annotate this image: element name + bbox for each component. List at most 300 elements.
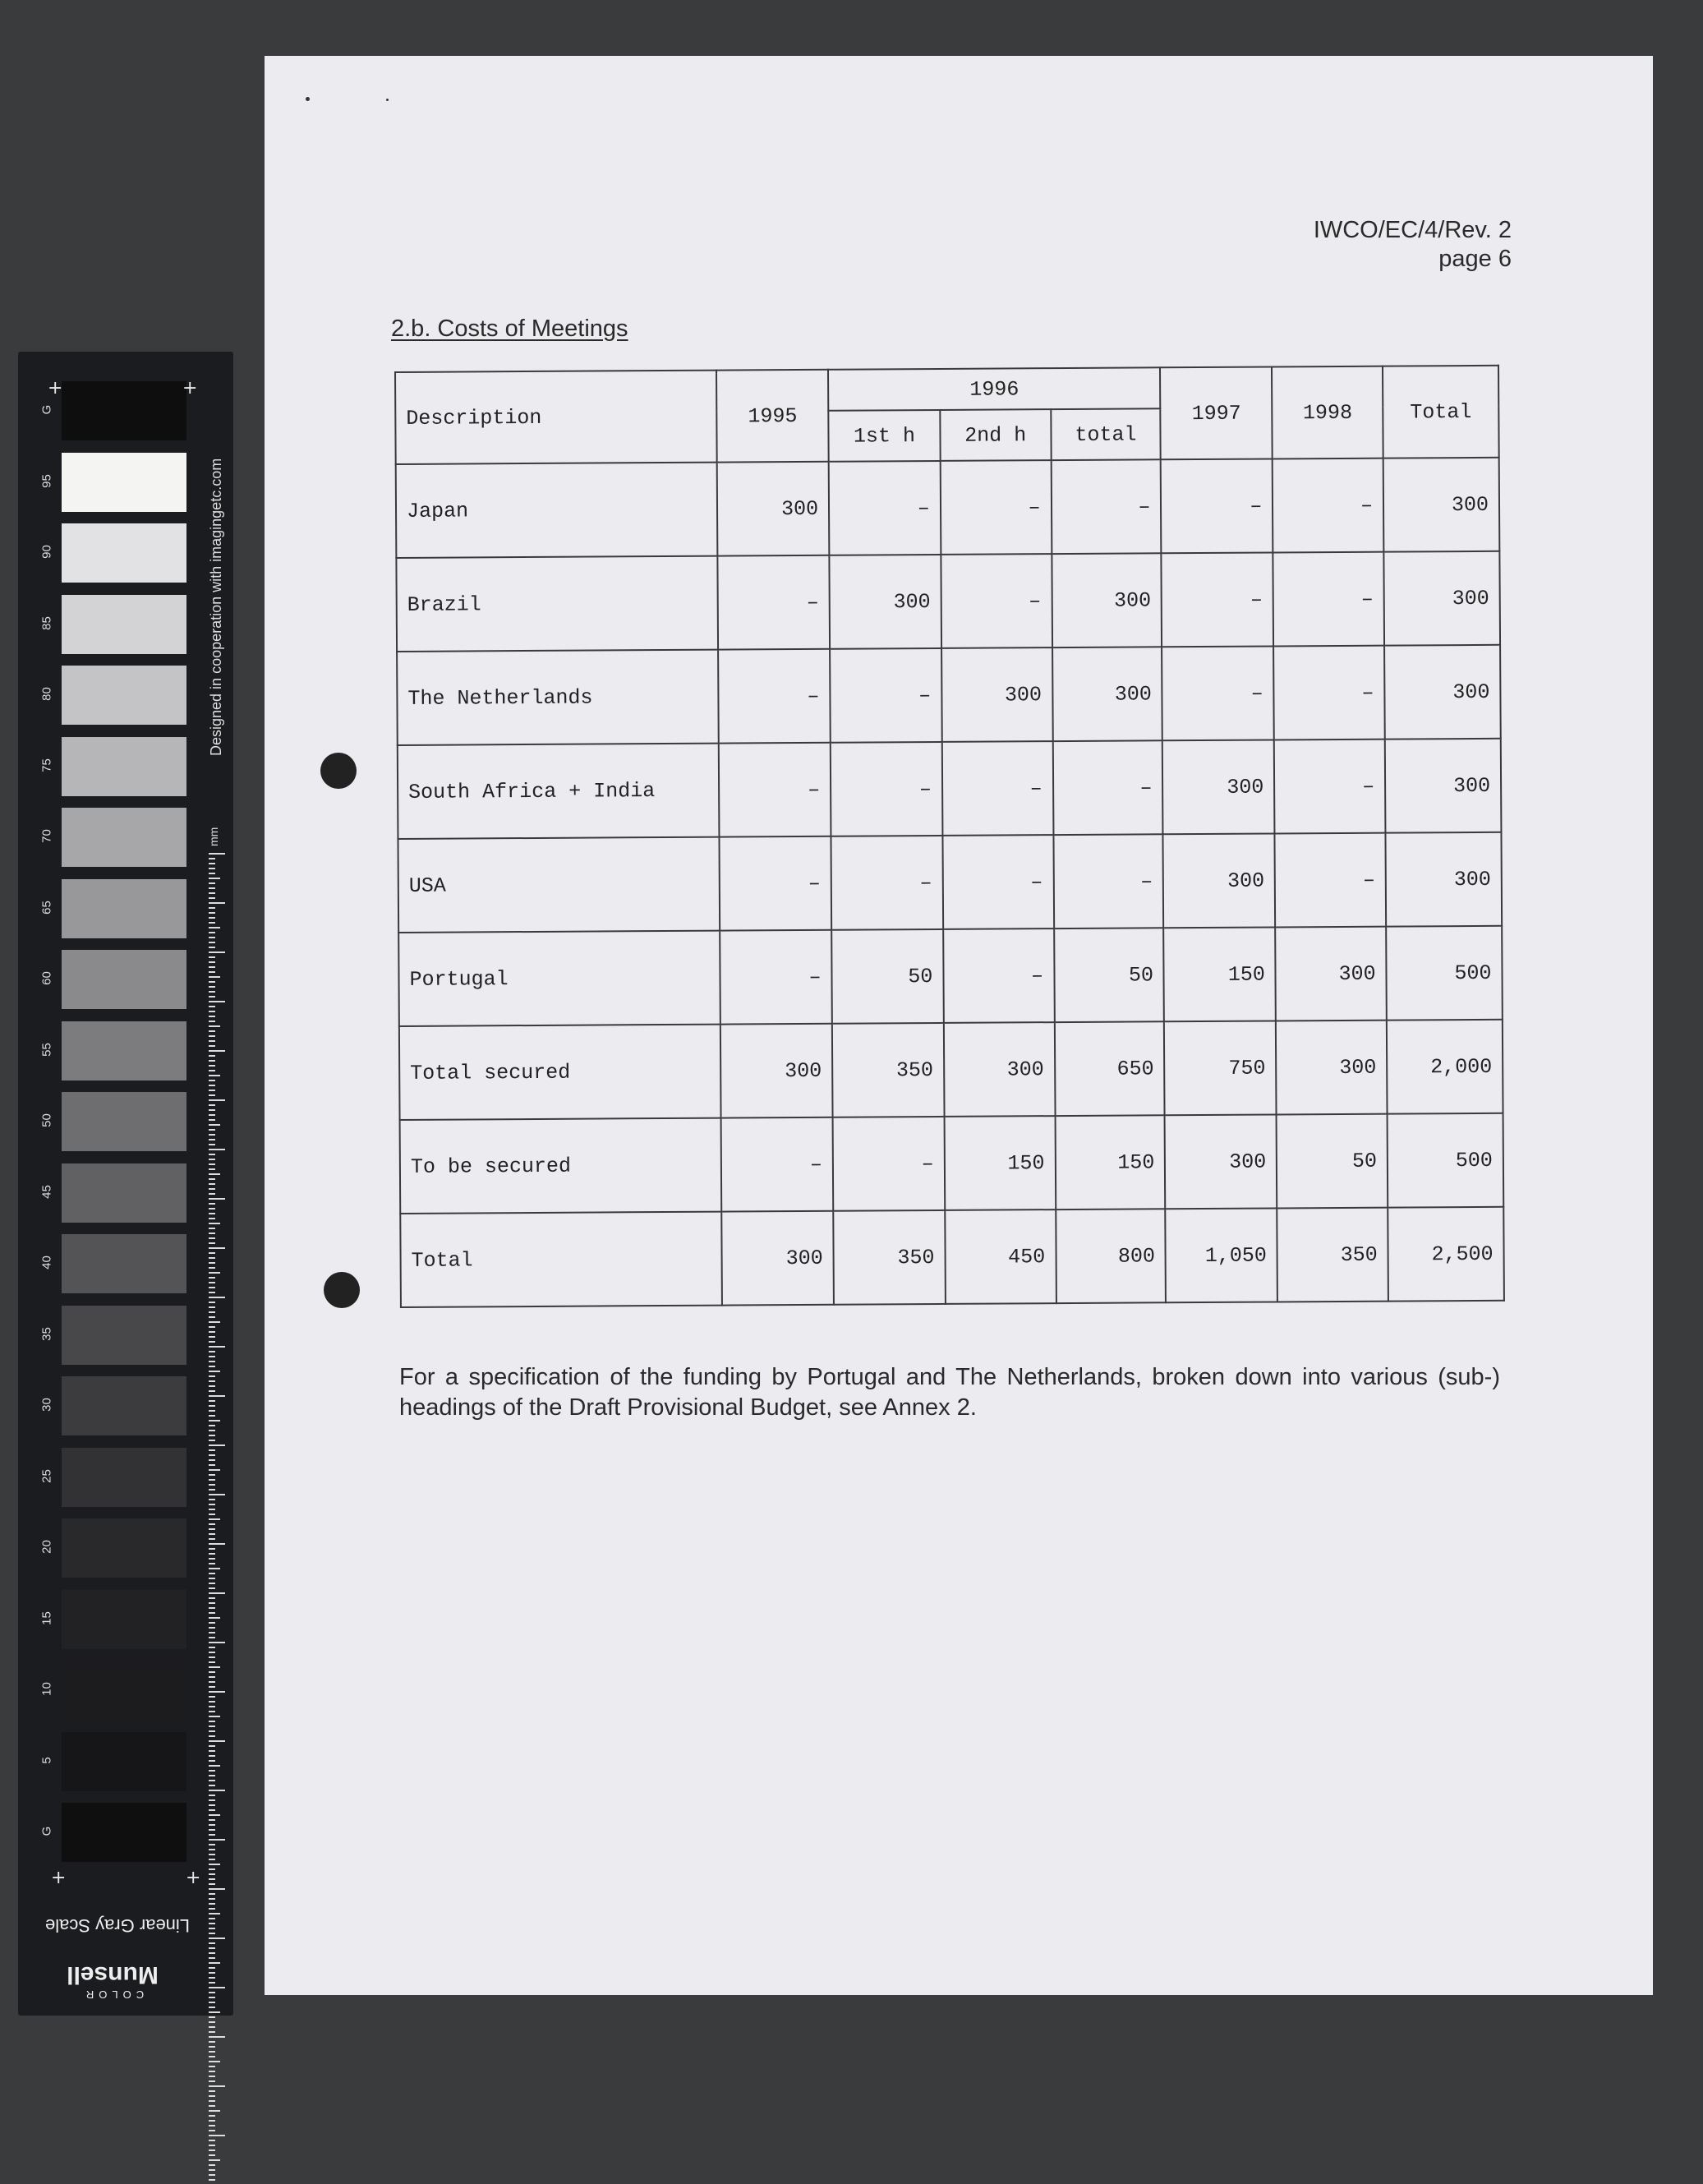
ruler-tick — [209, 863, 215, 864]
table-cell: – — [719, 743, 831, 837]
table-cell: 300 — [1162, 740, 1275, 834]
table-row — [396, 551, 1500, 652]
brand-sub: COLOR — [81, 1988, 145, 2001]
table-cell: 800 — [1056, 1209, 1167, 1303]
page-number: page 6 — [1438, 246, 1512, 272]
ruler-tick — [209, 2154, 215, 2156]
ruler-tick — [209, 2011, 220, 2013]
ruler-tick — [209, 1484, 215, 1486]
ruler-tick — [209, 1075, 220, 1076]
ruler-tick — [209, 1474, 215, 1476]
plus-mark: + — [51, 1868, 67, 1888]
ruler-tick — [209, 1030, 215, 1032]
table-cell: 150 — [944, 1116, 1055, 1210]
ruler-tick — [209, 1849, 215, 1850]
ruler-tick — [209, 887, 215, 889]
table-cell: – — [1273, 552, 1385, 647]
ruler-tick — [209, 1607, 215, 1609]
ruler-tick — [209, 1001, 225, 1002]
ruler-tick — [209, 1070, 215, 1071]
ruler-tick — [209, 1696, 215, 1698]
ruler-tick — [209, 1331, 215, 1333]
ruler-tick — [209, 1351, 215, 1352]
ruler-tick — [209, 1780, 215, 1781]
table-cell: 300 — [1052, 647, 1163, 741]
ruler-tick — [209, 1864, 220, 1865]
gray-scale-strip — [18, 352, 233, 2016]
ruler-tick — [209, 1652, 215, 1653]
ruler-tick — [209, 1937, 225, 1939]
table-cell: 650 — [1054, 1021, 1165, 1116]
ruler-tick — [209, 1099, 225, 1101]
ruler-tick — [209, 956, 215, 958]
ruler-tick — [209, 937, 215, 938]
gray-scale-label: 40 — [39, 1256, 54, 1269]
ruler-tick — [209, 1735, 215, 1737]
ruler-tick — [209, 902, 225, 904]
gray-patch — [62, 453, 186, 512]
header-1996: 1996 — [828, 367, 1161, 410]
ruler-tick — [209, 1765, 220, 1767]
table-cell: – — [718, 555, 831, 650]
ruler-tick — [209, 1785, 215, 1786]
ruler-tick — [209, 2026, 215, 2028]
ruler-tick — [209, 853, 225, 855]
ruler-tick — [209, 1025, 220, 1027]
row-label: Portugal — [398, 931, 720, 1026]
ruler-tick — [209, 2085, 225, 2087]
gray-scale-label: 60 — [39, 971, 54, 985]
ruler-tick — [209, 2179, 215, 2181]
gray-patch — [62, 1376, 186, 1435]
table-row — [400, 1113, 1504, 1214]
table-cell: – — [943, 928, 1054, 1023]
ruler-tick — [209, 2169, 215, 2171]
ruler-tick — [209, 1903, 215, 1905]
ruler-tick — [209, 1385, 215, 1387]
table-cell: 1,050 — [1166, 1208, 1278, 1302]
ruler-tick — [209, 1528, 215, 1530]
ruler-tick — [209, 1676, 215, 1678]
ruler-tick — [209, 1287, 215, 1288]
document-reference — [1314, 216, 1512, 274]
ruler-tick — [209, 1425, 215, 1426]
ruler-tick — [209, 1006, 215, 1007]
ruler-tick — [209, 1770, 215, 1772]
ruler-tick — [209, 1129, 215, 1131]
ruler-tick — [209, 927, 220, 928]
ruler-tick — [209, 1518, 220, 1520]
ruler-tick — [209, 1159, 215, 1160]
header-1998: 1998 — [1272, 366, 1383, 459]
ruler-tick — [209, 1144, 215, 1145]
ruler-tick — [209, 951, 225, 953]
gray-patch — [62, 1306, 186, 1365]
plus-mark: + — [182, 378, 198, 399]
ruler-tick — [209, 1242, 215, 1244]
table-row — [399, 1020, 1503, 1120]
table-cell: 350 — [832, 1023, 944, 1117]
ruler-tick — [209, 1967, 215, 1969]
table-cell: 50 — [831, 929, 943, 1024]
ruler-tick — [209, 2105, 215, 2107]
ruler-tick — [209, 2115, 215, 2117]
ruler-tick — [209, 1223, 220, 1224]
ruler-tick — [209, 1661, 215, 1663]
ruler-tick — [209, 1114, 215, 1116]
table-cell: 300 — [1275, 927, 1387, 1021]
ruler-tick — [209, 2031, 215, 2033]
ruler-tick — [209, 2090, 215, 2092]
gray-scale-label: 25 — [39, 1468, 54, 1483]
ruler-tick — [209, 1721, 215, 1722]
ruler-tick — [209, 1656, 215, 1658]
ruler-tick — [209, 897, 215, 899]
ruler-tick — [209, 1878, 215, 1880]
ruler-tick — [209, 1247, 225, 1249]
ruler-tick — [209, 1992, 215, 1993]
ruler-tick — [209, 1804, 215, 1806]
table-cell: 150 — [1055, 1115, 1166, 1209]
ruler-tick — [209, 1154, 215, 1155]
ruler-tick — [209, 1311, 215, 1313]
ruler-tick — [209, 1622, 215, 1624]
gray-patch — [62, 1092, 186, 1151]
ruler-tick — [209, 1085, 215, 1086]
ruler-tick — [209, 961, 215, 963]
gray-patch — [62, 666, 186, 725]
table-row — [396, 458, 1500, 558]
ruler-tick — [209, 1632, 215, 1633]
row-label: USA — [398, 837, 720, 933]
ruler-tick — [209, 1302, 215, 1303]
table-cell: 450 — [945, 1209, 1056, 1304]
ruler-tick — [209, 1341, 215, 1343]
ruler-tick — [209, 947, 215, 948]
ruler-tick — [209, 1997, 215, 1998]
gray-scale-label: 55 — [39, 1042, 54, 1057]
funding-note: For a specification of the funding by Portugal and The Netherlands, broken down into various (sub-) headings of the Draft Provisional Budget, see Annex 2. — [399, 1364, 1500, 1421]
speck — [306, 97, 310, 101]
table-cell: – — [831, 742, 942, 836]
table-cell: – — [1053, 834, 1164, 928]
ruler-tick — [209, 1065, 215, 1067]
ruler-tick — [209, 1908, 215, 1910]
ruler-tick — [209, 1420, 220, 1421]
ruler-tick — [209, 1952, 215, 1954]
scale-title: Linear Gray Scale — [44, 1915, 191, 1936]
ruler-tick — [209, 1306, 215, 1308]
ruler-tick — [209, 2007, 215, 2008]
ruler-tick — [209, 1134, 215, 1136]
ruler-tick — [209, 1933, 215, 1934]
ruler-tick — [209, 1726, 215, 1727]
ruler-tick — [209, 2051, 215, 2053]
ruler-tick — [209, 1415, 215, 1417]
ruler-tick — [209, 1454, 215, 1456]
ruler-tick — [209, 1799, 215, 1801]
ruler-tick — [209, 1558, 215, 1560]
ruler-tick — [209, 1400, 215, 1402]
ruler-tick — [209, 1745, 215, 1747]
ruler-tick — [209, 1459, 215, 1461]
table-cell: 750 — [1164, 1021, 1277, 1115]
table-cell: – — [1161, 458, 1273, 553]
ruler-tick — [209, 1834, 215, 1836]
table-cell: 300 — [1384, 645, 1501, 740]
gray-patch — [62, 523, 186, 583]
header-1st-half: 1st h — [828, 410, 940, 462]
ruler-tick — [209, 1109, 215, 1111]
gray-scale-label: 90 — [39, 545, 54, 559]
ruler-tick — [209, 1479, 215, 1481]
ruler-tick — [209, 1252, 215, 1254]
table-cell: 300 — [944, 1022, 1055, 1117]
plus-mark: + — [186, 1868, 201, 1888]
ruler-tick — [209, 1755, 215, 1757]
ruler-tick — [209, 2159, 220, 2161]
ruler-tick — [209, 1691, 225, 1693]
gray-patch — [62, 1518, 186, 1578]
munsell-logo — [51, 1943, 174, 2001]
ruler-tick — [209, 1523, 215, 1525]
ruler-tick — [209, 1982, 215, 1984]
ruler-tick — [209, 1583, 215, 1584]
ruler-tick — [209, 1504, 215, 1505]
ruler-tick — [209, 1375, 215, 1377]
ruler-tick — [209, 1444, 225, 1446]
ruler-tick — [209, 2076, 215, 2077]
ruler-tick — [209, 1923, 215, 1924]
row-label: Brazil — [396, 556, 718, 652]
gray-scale-label: 95 — [39, 473, 54, 488]
table-cell: 50 — [1277, 1114, 1388, 1209]
ruler-tick — [209, 878, 220, 879]
ruler-tick — [209, 1587, 215, 1589]
ruler-tick — [209, 1809, 215, 1811]
ruler-tick — [209, 1198, 225, 1200]
ruler-tick — [209, 1021, 215, 1022]
ruler-tick — [209, 1942, 215, 1944]
gray-scale-label: 5 — [39, 1756, 54, 1764]
ruler-tick — [209, 1514, 215, 1515]
ruler-tick — [209, 1016, 215, 1017]
section-heading: 2.b. Costs of Meetings — [391, 316, 628, 342]
ruler-tick — [209, 1814, 220, 1816]
ruler-tick — [209, 971, 215, 973]
table-cell: 300 — [1165, 1114, 1277, 1209]
ruler-tick — [209, 1972, 215, 1974]
ruler-tick — [209, 1642, 225, 1643]
table-cell: – — [718, 649, 831, 744]
ruler-tick — [209, 1366, 215, 1367]
ruler-tick — [209, 2149, 215, 2151]
ruler-tick — [209, 1430, 215, 1431]
gray-scale-label: 85 — [39, 615, 54, 630]
ruler-tick — [209, 1612, 215, 1614]
gray-scale-label: G — [39, 404, 54, 415]
ruler-tick — [209, 1543, 225, 1545]
ruler-tick — [209, 917, 215, 919]
punch-hole — [324, 1272, 360, 1308]
table-cell: 2,000 — [1387, 1020, 1503, 1114]
gray-scale-label: 65 — [39, 900, 54, 915]
ruler-tick — [209, 1819, 215, 1821]
ruler-tick — [209, 1711, 215, 1712]
ruler-tick — [209, 1297, 225, 1298]
table-cell: 500 — [1388, 1113, 1504, 1208]
ruler-tick — [209, 1824, 215, 1826]
table-row — [398, 832, 1502, 933]
ruler-tick — [209, 1888, 225, 1890]
ruler-tick — [209, 922, 215, 924]
gray-scale-label: 80 — [39, 687, 54, 701]
mm-ruler — [209, 853, 228, 2184]
ruler-tick — [209, 1553, 215, 1555]
gray-scale-label: 10 — [39, 1682, 54, 1696]
ruler-tick — [209, 1913, 220, 1914]
gray-scale-label: 45 — [39, 1184, 54, 1199]
ruler-tick — [209, 1602, 215, 1604]
ruler-tick — [209, 1410, 215, 1412]
table-cell: 300 — [1276, 1021, 1388, 1115]
ruler-tick — [209, 1893, 215, 1895]
ruler-tick — [209, 2021, 215, 2023]
row-label: Japan — [396, 463, 718, 558]
table-cell: 300 — [1386, 832, 1503, 927]
row-label: To be secured — [400, 1118, 722, 1214]
table-cell: 300 — [1385, 739, 1502, 833]
ruler-tick — [209, 1957, 215, 1959]
table-cell: – — [720, 930, 832, 1025]
ruler-tick — [209, 1509, 215, 1510]
ruler-tick — [209, 1390, 215, 1392]
table-cell: – — [1274, 740, 1386, 834]
gray-scale-label: 70 — [39, 829, 54, 843]
table-cell: 300 — [720, 1024, 833, 1118]
gray-patch — [62, 595, 186, 654]
ruler-tick — [209, 1617, 220, 1619]
ruler-tick — [209, 2130, 215, 2131]
table-cell: – — [941, 554, 1052, 648]
punch-hole — [320, 753, 357, 789]
table-cell: – — [1051, 459, 1162, 554]
gray-patch — [62, 1021, 186, 1080]
ruler-tick — [209, 1647, 215, 1648]
ruler-tick — [209, 1666, 220, 1668]
ruler-tick — [209, 1716, 220, 1717]
ruler-tick — [209, 1060, 215, 1062]
table-cell: 50 — [1054, 928, 1165, 1022]
gray-scale-label: 35 — [39, 1326, 54, 1341]
designer-credit: Designed in cooperation with imagingetc.com — [208, 458, 224, 756]
ruler-tick — [209, 1592, 225, 1594]
ruler-tick — [209, 932, 215, 933]
ruler-tick — [209, 1188, 215, 1190]
ruler-tick — [209, 1262, 215, 1264]
table-cell: – — [831, 836, 943, 930]
ruler-tick — [209, 1435, 215, 1436]
ruler-tick — [209, 1139, 215, 1140]
table-cell: – — [833, 1117, 945, 1211]
ruler-tick — [209, 966, 215, 968]
ruler-tick — [209, 873, 215, 874]
ruler-tick — [209, 1868, 215, 1870]
header-1996-total: total — [1051, 408, 1161, 460]
ruler-tick — [209, 1839, 225, 1841]
ruler-tick — [209, 1395, 225, 1397]
ruler-tick — [209, 2140, 215, 2141]
ruler-tick — [209, 2071, 215, 2072]
ruler-tick — [209, 2174, 215, 2176]
ruler-tick — [209, 1173, 220, 1175]
ruler-tick — [209, 1750, 215, 1752]
gray-scale-label: 15 — [39, 1610, 54, 1625]
ruler-tick — [209, 1947, 215, 1949]
ruler-tick — [209, 1237, 215, 1239]
ruler-tick — [209, 1326, 215, 1328]
ruler-tick — [209, 1321, 220, 1323]
ruler-tick — [209, 1163, 215, 1165]
ruler-tick — [209, 1050, 225, 1052]
gray-patch — [62, 950, 186, 1009]
ruler-tick — [209, 1563, 215, 1564]
ruler-tick — [209, 1706, 215, 1707]
ruler-tick — [209, 2002, 215, 2003]
ruler-tick — [209, 1469, 220, 1471]
ruler-tick — [209, 1859, 215, 1860]
table-cell: 300 — [1383, 458, 1500, 552]
table-row — [400, 1207, 1504, 1307]
gray-patch — [62, 1803, 186, 1862]
ruler-tick — [209, 1464, 215, 1466]
ruler-tick — [209, 1449, 215, 1451]
ruler-tick — [209, 1928, 215, 1929]
ruler-tick — [209, 2164, 215, 2166]
ruler-tick — [209, 1573, 215, 1574]
ruler-tick — [209, 1035, 215, 1037]
ruler-tick — [209, 2110, 220, 2112]
table-row — [398, 926, 1503, 1026]
ruler-tick — [209, 2120, 215, 2122]
ruler-tick — [209, 2145, 215, 2146]
gray-patch — [62, 1234, 186, 1293]
ruler-tick — [209, 1829, 215, 1831]
table-cell: 2,500 — [1388, 1207, 1504, 1302]
ruler-tick — [209, 1380, 215, 1382]
table-cell: – — [942, 835, 1053, 929]
ruler-tick — [209, 1080, 215, 1081]
ruler-tick — [209, 868, 215, 869]
ruler-tick — [209, 1045, 215, 1047]
ruler-tick — [209, 1292, 215, 1293]
table-body — [396, 458, 1504, 1307]
ruler-tick — [209, 1701, 215, 1703]
table-cell: 300 — [717, 462, 830, 556]
header-2nd-half: 2nd h — [940, 409, 1051, 461]
document-page — [265, 56, 1653, 1995]
ruler-tick — [209, 1578, 215, 1579]
ruler-tick — [209, 1124, 220, 1126]
ruler-tick — [209, 1272, 220, 1274]
gray-patch — [62, 1590, 186, 1649]
gray-scale-label: 20 — [39, 1540, 54, 1554]
ruler-tick — [209, 858, 215, 859]
ruler-tick — [209, 1178, 215, 1180]
mm-unit-label: mm — [207, 827, 220, 846]
table-row — [397, 645, 1501, 745]
header-1997: 1997 — [1160, 366, 1273, 459]
